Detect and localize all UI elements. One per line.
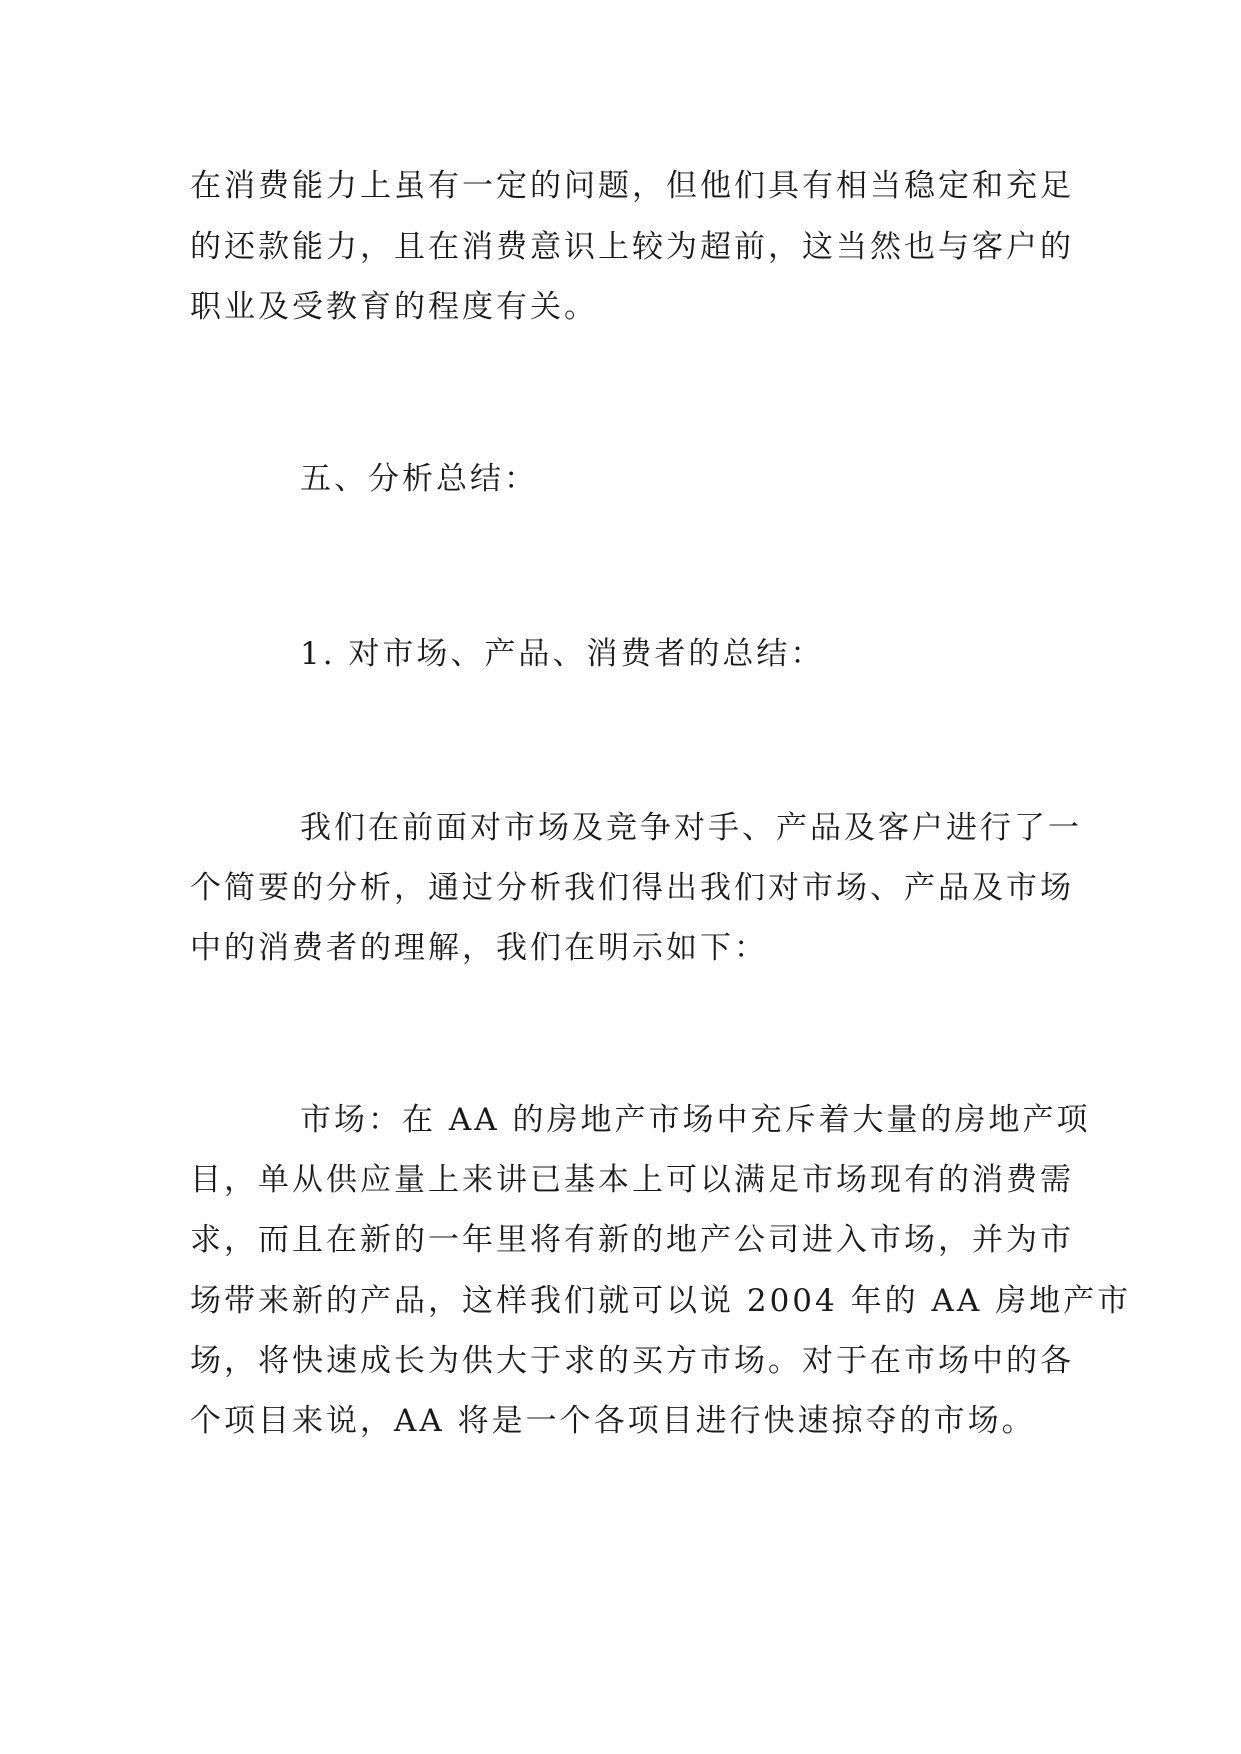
text-line: 场带来新的产品，这样我们就可以说 2004 年的 AA 房地产市 <box>190 1283 1132 1319</box>
text-line: 市场：在 AA 的房地产市场中充斥着大量的房地产项 <box>300 1102 1091 1138</box>
text-line: 求，而且在新的一年里将有新的地产公司进入市场，并为市 <box>190 1222 1074 1258</box>
text-line: 在消费能力上虽有一定的问题，但他们具有相当稳定和充足 <box>190 168 1074 204</box>
text-line: 的还款能力，且在消费意识上较为超前，这当然也与客户的 <box>190 229 1074 265</box>
text-line: 目，单从供应量上来讲已基本上可以满足市场现有的消费需 <box>190 1162 1074 1198</box>
subsection-heading: 1. 对市场、产品、消费者的总结： <box>300 636 825 672</box>
section-heading: 五、分析总结： <box>300 461 538 497</box>
text-line: 我们在前面对市场及竞争对手、产品及客户进行了一 <box>300 810 1082 846</box>
text-line: 个项目来说，AA 将是一个各项目进行快速掠夺的市场。 <box>190 1403 1036 1439</box>
text-line: 场，将快速成长为供大于求的买方市场。对于在市场中的各 <box>190 1343 1074 1379</box>
text-line: 中的消费者的理解，我们在明示如下： <box>190 930 768 966</box>
text-line: 职业及受教育的程度有关。 <box>190 289 598 325</box>
text-line: 个简要的分析，通过分析我们得出我们对市场、产品及市场 <box>190 870 1074 906</box>
